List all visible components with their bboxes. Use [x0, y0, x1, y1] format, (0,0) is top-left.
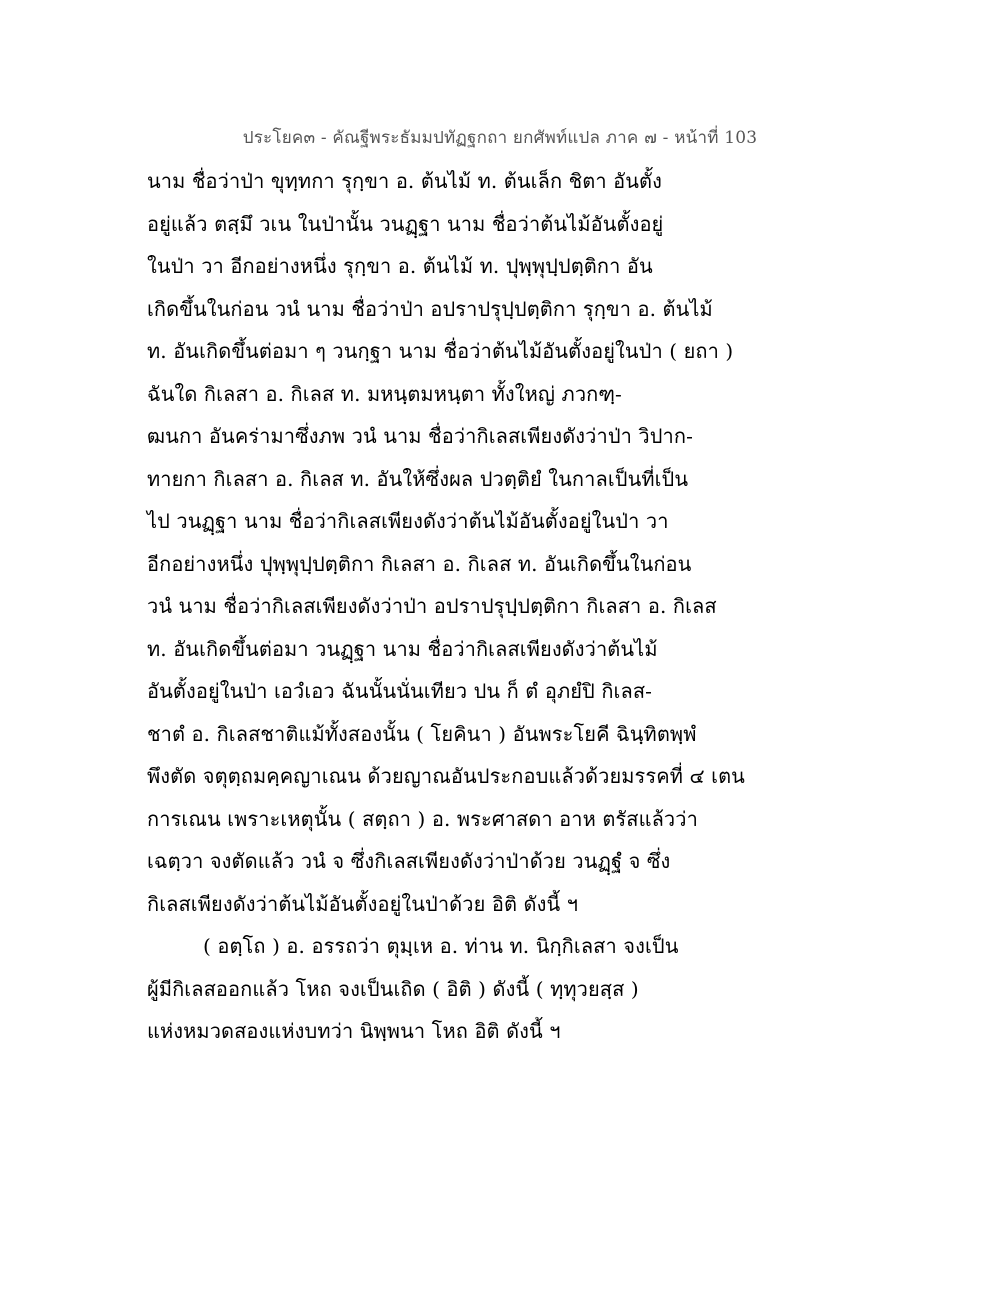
text-line: ท. อันเกิดขึ้นต่อมา ๆ วนกฺฐา นาม ชื่อว่าต้นไม้อันตั้งอยู่ในป่า ( ยถา )	[147, 339, 734, 363]
text-line: เกิดขึ้นในก่อน วนํ นาม ชื่อว่าป่า อปราปรุปฺปตฺติกา รุกฺขา อ. ต้นไม้	[147, 296, 713, 321]
text-line: อันตั้งอยู่ในป่า เอวํเอว ฉันนั้นนั่นเทียว ปน ก็ ตํ อุภยํปิ กิเลส-	[147, 679, 652, 703]
text-line: อีกอย่างหนึ่ง ปุพฺพุปฺปตฺติกา กิเลสา อ. กิเลส ท. อันเกิดขึ้นในก่อน	[147, 551, 692, 576]
text-line: แห่งหมวดสองแห่งบทว่า นิพฺพนา โหถ อิติ ดังนี้ ฯ	[147, 1019, 561, 1043]
text-line: พึงตัด จตุตฺถมคฺคญาเณน ด้วยญาณอันประกอบแล้วด้วยมรรคที่ ๔ เตน	[147, 764, 745, 788]
text-line: ท. อันเกิดขึ้นต่อมา วนฏฺฐา นาม ชื่อว่ากิเลสเพียงดังว่าต้นไม้	[147, 636, 658, 661]
paragraph-start-line: ( อตฺโถ ) อ. อรรถว่า ตุมฺเห อ. ท่าน ท. นิกฺกิเลสา จงเป็น	[203, 934, 679, 958]
text-line: วนํ นาม ชื่อว่ากิเลสเพียงดังว่าป่า อปราปรุปฺปตฺติกา กิเลสา อ. กิเลส	[147, 594, 717, 618]
page-header: ประโยค๓ - คัณฐีพระธัมมปทัฏฐกถา ยกศัพท์แปล ภาค ๗ - หน้าที่ 103	[242, 128, 758, 148]
text-line: กิเลสเพียงดังว่าต้นไม้อันตั้งอยู่ในป่าด้วย อิติ ดังนี้ ฯ	[147, 891, 579, 916]
text-line: เฉตฺวา จงตัดแล้ว วนํ จ ซึ่งกิเลสเพียงดังว่าป่าด้วย วนฏฺฐํ จ ซึ่ง	[147, 849, 671, 873]
text-line: ไป วนฏฺฐา นาม ชื่อว่ากิเลสเพียงดังว่าต้นไม้อันตั้งอยู่ในป่า วา	[147, 509, 669, 533]
text-line: ฉันใด กิเลสา อ. กิเลส ท. มหนฺตมหนฺตา ทั้งใหญ่ ภวกฑฺ-	[147, 381, 622, 406]
text-line: ในป่า วา อีกอย่างหนึ่ง รุกฺขา อ. ต้นไม้ ท. ปุพฺพุปฺปตฺติกา อัน	[147, 254, 653, 278]
text-line: ฒนกา อันคร่ามาซึ่งภพ วนํ นาม ชื่อว่ากิเลสเพียงดังว่าป่า วิปาก-	[147, 424, 693, 448]
text-line: ทายกา กิเลสา อ. กิเลส ท. อันให้ซึ่งผล ปวตฺติยํ ในกาลเป็นที่เป็น	[147, 466, 689, 491]
text-line: การเณน เพราะเหตุนั้น ( สตฺถา ) อ. พระศาสดา อาห ตรัสแล้วว่า	[147, 806, 698, 831]
text-line: ผู้มีกิเลสออกแล้ว โหถ จงเป็นเถิด ( อิติ ) ดังนี้ ( ทฺทุวยสฺส )	[147, 976, 639, 1001]
body-text	[147, 160, 887, 1053]
text-line: อยู่แล้ว ตสฺมึ วเน ในป่านั้น วนฏฺฐา นาม ชื่อว่าต้นไม้อันตั้งอยู่	[147, 211, 664, 236]
text-line: ชาตํ อ. กิเลสชาติแม้ทั้งสองนั้น ( โยคินา ) อันพระโยคี ฉินฺทิตพฺพํ	[147, 721, 697, 746]
text-line: นาม ชื่อว่าป่า ขุทฺทกา รุกฺขา อ. ต้นไม้ ท. ต้นเล็ก ชิตา อันตั้ง	[147, 169, 663, 193]
